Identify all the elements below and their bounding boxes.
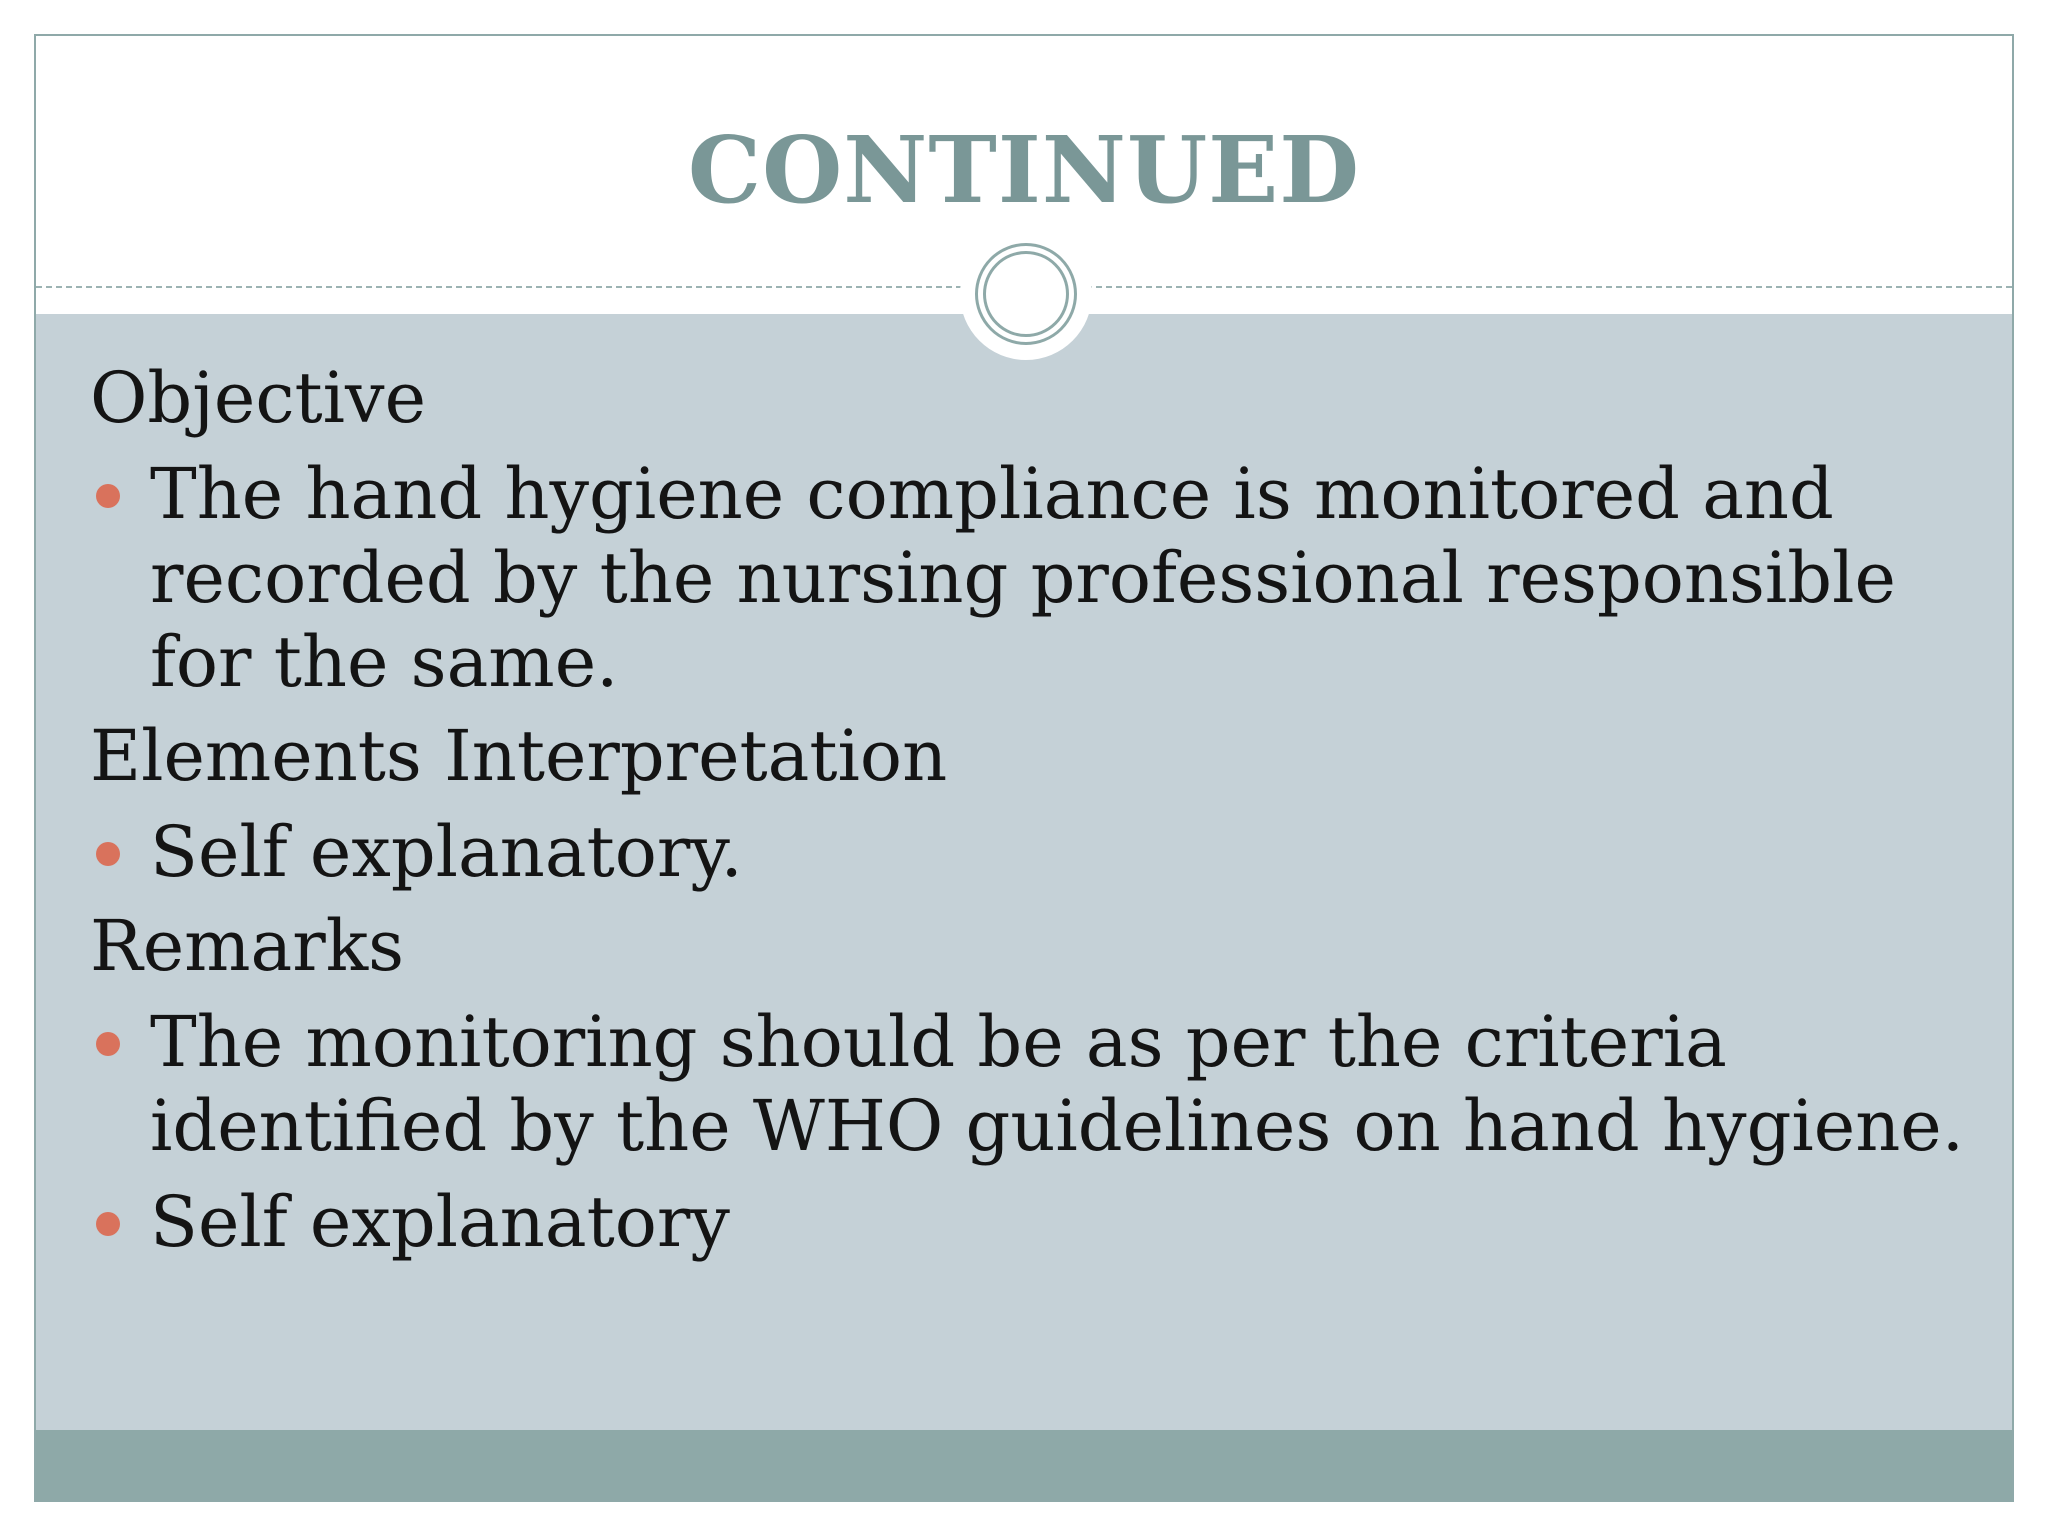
footer-bar (36, 1430, 2012, 1500)
bullet-text: Self explanatory. (150, 811, 743, 893)
bullet-text: Self explanatory (150, 1181, 730, 1263)
bullet-item (90, 810, 1970, 894)
bullet-item (90, 1000, 1970, 1168)
bullet-text: The hand hygiene compliance is monitored and recorded by the nursing professional responsible for the same. (150, 453, 1896, 703)
double-circle-ornament-icon (960, 228, 1092, 360)
slide-content (90, 356, 1970, 1274)
section-heading-objective: Objective (90, 357, 427, 439)
section-heading-elements-interpretation: Elements Interpretation (90, 715, 948, 797)
bullet-item (90, 1180, 1970, 1264)
bullet-dot-icon (96, 1212, 120, 1236)
section-heading-remarks: Remarks (90, 905, 405, 987)
bullet-item (90, 452, 1970, 704)
bullet-dot-icon (96, 842, 120, 866)
bullet-text: The monitoring should be as per the criteria identified by the WHO guidelines on hand hygiene. (150, 1001, 1964, 1167)
bullet-dot-icon (96, 484, 120, 508)
slide (34, 34, 2014, 1502)
slide-title: CONTINUED (687, 116, 1361, 224)
bullet-dot-icon (96, 1032, 120, 1056)
ornament-inner-ring (983, 251, 1069, 337)
